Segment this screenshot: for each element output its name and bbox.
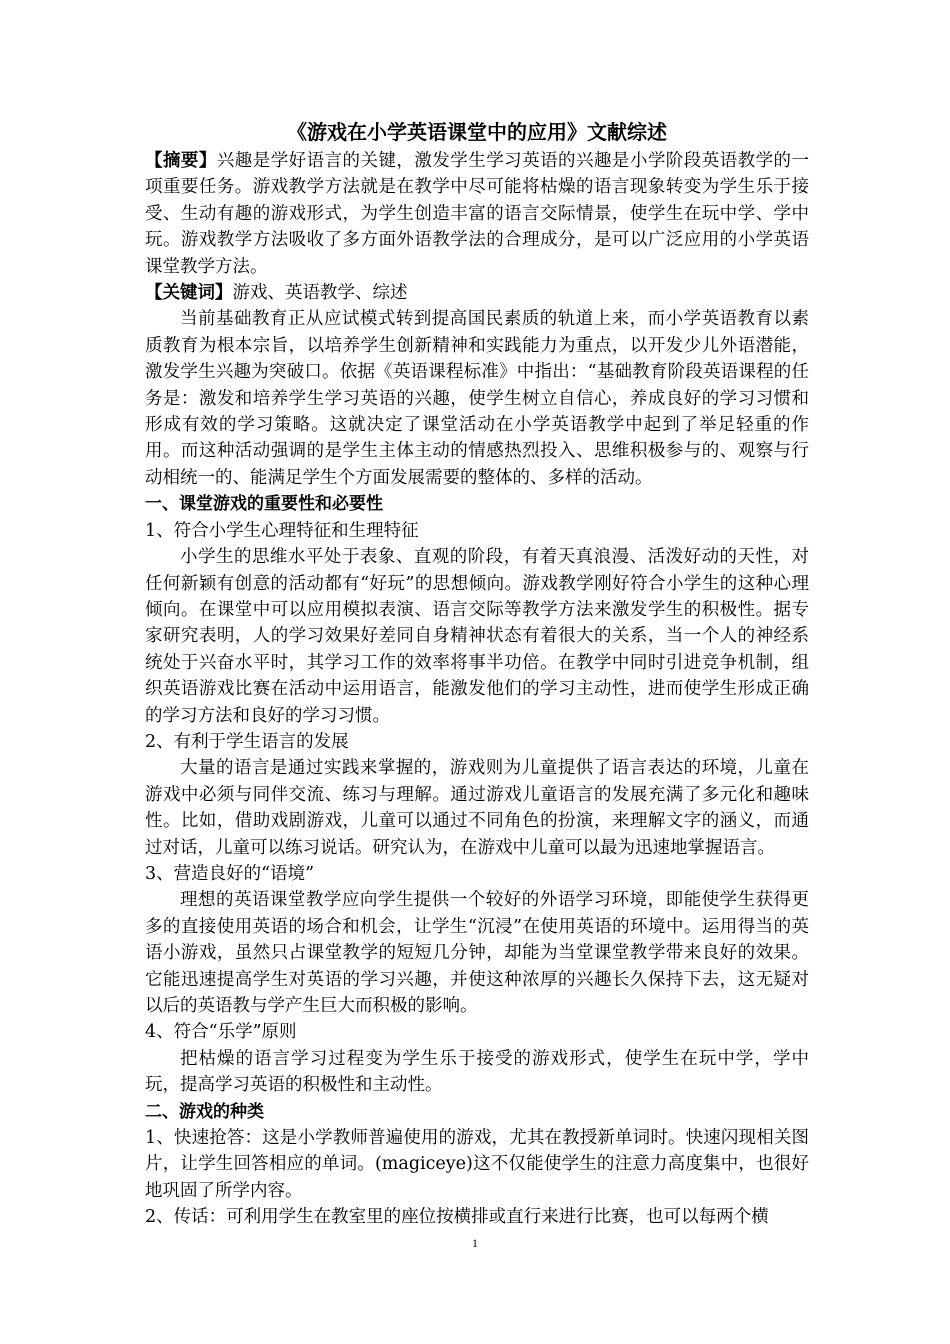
abstract-text: 兴趣是学好语言的关键，激发学生学习英语的兴趣是小学阶段英语教学的一项重要任务。游戏教学方法就是在教学中尽可能将枯燥的语言现象转变为学生乐于接受、生动有趣的游戏形式，为学生创造丰富的语言交际情景，使学生在玩中学、学中玩。游戏教学方法吸收了多方面外语教学法的合理成分，是可以广泛应用的小学英语课堂教学方法。 xyxy=(145,151,810,277)
list-item: 1、快速抢答：这是小学教师普遍使用的游戏，尤其在教授新单词时。快速闪现相关图片，让学生回答相应的单词。(magiceye)这不仅能使学生的注意力高度集中，也很好地巩固了所学内容。 xyxy=(145,1128,809,1201)
body-paragraph: 小学生的思维水平处于表象、直观的阶段，有着天真浪漫、活泼好动的天性，对任何新颖有创意的活动都有“好玩”的思想倾向。游戏教学刚好符合小学生的这种心理倾向。在课堂中可以应用模拟表演、语言交际等教学方法来激发学生的积极性。据专家研究表明，人的学习效果好差同自身精神状态有着很大的关系，当一个人的神经系统处于兴奋水平时，其学习工作的效率将事半功倍。在教学中同时引进竞争机制，组织英语游戏比赛在活动中运用语言，能激发他们的学习主动性，进而使学生形成正确的学习方法和良好的学习习惯。 xyxy=(145,547,809,726)
page-number: 1 xyxy=(472,1236,478,1250)
section-heading-importance: 一、课堂游戏的重要性和必要性 xyxy=(145,494,383,515)
subsection-heading: 1、符合小学生心理特征和生理特征 xyxy=(145,520,419,541)
body-paragraph: 把枯燥的语言学习过程变为学生乐于接受的游戏形式，使学生在玩中学，学中玩，提高学习英语的积极性和主动性。 xyxy=(145,1048,809,1096)
body-paragraph: 理想的英语课堂教学应向学生提供一个较好的外语学习环境，即能使学生获得更多的直接使用英语的场合和机会，让学生“沉浸”在使用英语的环境中。运用得当的英语小游戏，虽然只占课堂教学的短短几分钟，却能为当堂课堂教学带来良好的效果。它能迅速提高学生对英语的学习兴趣，并使这种浓厚的兴趣长久保持下去，这无疑对以后的英语教与学产生巨大而积极的影响。 xyxy=(145,890,809,1016)
body-paragraph: 大量的语言是通过实践来掌握的，游戏则为儿童提供了语言表达的环境，儿童在游戏中必须与同伴交流、练习与理解。通过游戏儿童语言的发展充满了多元化和趣味性。比如，借助戏剧游戏，儿童可以通过不同角色的扮演，来理解文字的涵义，而通过对话，儿童可以练习说话。研究认为，在游戏中儿童可以最为迅速地掌握语言。 xyxy=(145,758,809,858)
keywords-label: 【关键词】 xyxy=(145,283,233,304)
intro-paragraph: 当前基础教育正从应试模式转到提高国民素质的轨道上来，而小学英语教育以素质教育为根本宗旨，以培养学生创新精神和实践能力为重点，以开发少儿外语潜能，激发学生兴趣为突破口。依据《英语课程标准》中指出：“基础教育阶段英语课程的任务是：激发和培养学生学习英语的兴趣，使学生树立自信心，养成良好的学习习惯和形成有效的学习策略。这就决定了课堂活动在小学英语教学中起到了举足轻重的作用。而这种活动强调的是学生主体主动的情感热烈投入、思维积极参与的、观察与行动相统一的、能满足学生个方面发展需要的整体的、多样的活动。 xyxy=(145,309,809,488)
subsection-heading: 4、符合“乐学”原则 xyxy=(145,1022,297,1043)
abstract-paragraph xyxy=(145,148,809,280)
subsection-heading: 2、有利于学生语言的发展 xyxy=(145,731,349,752)
document-page xyxy=(145,118,809,1231)
keywords-text: 游戏、英语教学、综述 xyxy=(232,283,408,304)
section-heading-game-types: 二、游戏的种类 xyxy=(145,1101,264,1122)
abstract-label: 【摘要】 xyxy=(145,151,217,171)
list-item: 2、传话：可利用学生在教室里的座位按横排或直行来进行比赛，也可以每两个横 xyxy=(145,1207,769,1228)
document-title: 《游戏在小学英语课堂中的应用》文献综述 xyxy=(287,120,667,144)
keywords-paragraph xyxy=(145,280,809,306)
subsection-heading: 3、营造良好的“语境” xyxy=(145,863,315,884)
